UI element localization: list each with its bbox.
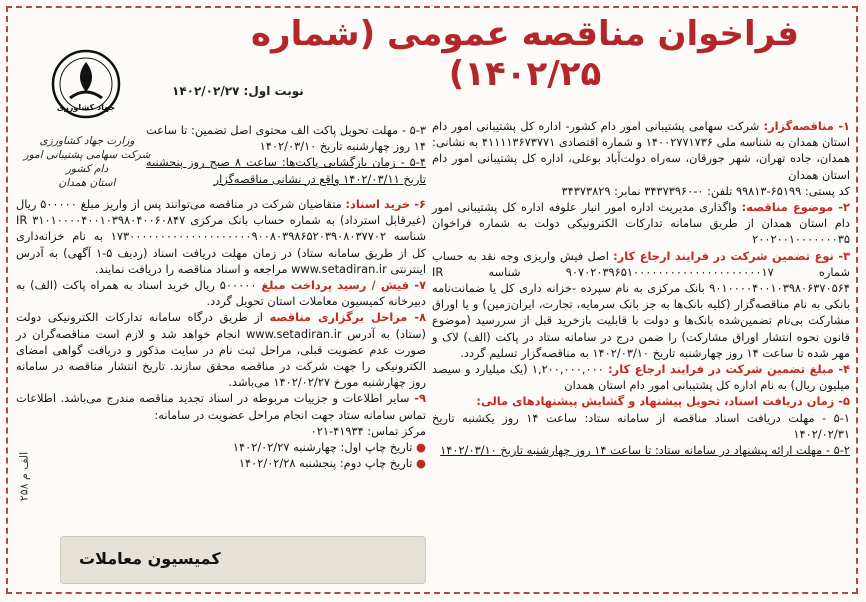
organization-logo-block — [22, 48, 152, 198]
right-column — [432, 118, 850, 458]
item-5-4: ۵-۴ - زمان بازگشایی پاکت‌ها: ساعت ۸ صبح روز پنجشنبه تاریخ ۱۴۰۲/۰۳/۱۱ واقع در نشانی مناقصه‌گزار — [146, 155, 426, 186]
postal-info: کد پستی: ۶۵۱۹۹-۹۹۸۱۳ تلفن: ۰-۳۴۳۷۳۹۶۰ نمابر: ۳۴۳۷۳۸۲۹ — [561, 183, 850, 198]
organization-name: وزارت جهاد کشاورزی شرکت سهامی پشتیبانی امور دام کشور استان همدان — [23, 135, 151, 189]
print-date-1: ● تاریخ چاپ اول: چهارشنبه ۱۴۰۲/۰۲/۲۷ — [232, 440, 426, 455]
item-9: ۹- سایر اطلاعات و جزییات مربوطه در اسناد تجدید مناقصه مندرج می‌باشد. اطلاعات تماس سامانه ستاد جهت انجام مراحل عضویت در سامانه: — [16, 391, 426, 422]
jahad-logo-icon — [50, 48, 122, 120]
left-column — [16, 196, 426, 471]
item-4: ۴- مبلغ تضمین شرکت در فرایند ارجاع کار: ۱,۲۰۰,۰۰۰,۰۰۰ (یک میلیارد و سیصد میلیون ریال) به نام اداره کل پشتیبانی امور دام استان همدان — [432, 362, 851, 393]
svg-text:جهاد کشاورزی: جهاد کشاورزی — [56, 103, 116, 112]
print-date-2: ● تاریخ چاپ دوم: پنجشنبه ۱۴۰۲/۰۲/۲۸ — [238, 456, 426, 471]
item-2: ۲- موضوع مناقصه: واگذاری مدیریت اداره امور انبار علوفه اداره کل پشتیبانی امور دام استان همدان از طریق سامانه تدارکات الکترونیکی دولت به شماره فراخوان ۲۰۰۲۰۰۱۰۰۰۰۰۰۰۳۵ — [432, 200, 850, 247]
left-top-column — [146, 122, 426, 187]
footer-box — [60, 536, 426, 584]
call-center: مرکز تماس: ۴۱۹۳۴-۰۲۱ — [310, 423, 426, 438]
item-7: ۷- فیش / رسید پرداخت مبلغ ۵۰۰۰۰۰ ریال خرید اسناد به همراه پاکت (الف) به دبیرخانه کمیسیون معاملات استان تحویل گردد. — [16, 278, 427, 309]
first-notice-date: نوبت اول: ۱۴۰۲/۰۲/۲۷ — [172, 84, 304, 98]
item-5-2: ۵-۲ - مهلت ارائه پیشنهاد در سامانه ستاد: تا ساعت ۱۴ روز چهارشنبه تاریخ ۱۴۰۲/۰۳/۱۰ — [440, 443, 850, 458]
item-5-3: ۵-۳ - مهلت تحویل پاکت الف محتوی اصل تضمین: تا ساعت ۱۴ روز چهارشنبه تاریخ ۱۴۰۲/۰۳/۱۰ — [146, 123, 426, 154]
ad-code: ۲۵۸ الف م — [17, 451, 31, 502]
item-1: ۱- مناقصه‌گزار: شرکت سهامی پشتیبانی امور دام کشور- اداره کل پشتیبانی امور دام استان همدان به شناسه ملی ۱۴۰۰۲۷۷۱۷۳۶ و شماره اقتصادی ۴۱۱۱۱۳۶۷۳۷۷۱ به نشانی: همدان، جاده تهران، شهر جورقان، سه‌راه دولت‌آباد بوعلی، اداره کل پشتیبانی امور دام استان همدان — [432, 119, 851, 182]
footer-label: کمیسیون معاملات — [79, 549, 221, 568]
item-3: ۳- نوع تضمین شرکت در فرایند ارجاع کار: اصل فیش واریزی وجه نقد به حساب شماره ۹۰۷۰۲۰۳۹۶۵۱۰۰۰۰۰۰۰۰۰۰۰۰۰۰۰۰۰۰۰۰۰۱۷ شناسه IR ۹۰۱۰۰۰۰۴۰۰۱۰۳۹۸۰۶۳۷۰۵۶۴ بانک مرکزی به نام سپرده -خزانه داری کل یا ضمانت‌نامه بانکی به نام مناقصه‌گزار (کلیه بانک‌ها به جز بانک سرمایه، تجارت، ایران‌زمین) و یا اوراق مشارکت بی‌نام تضمین‌شده بانک‌ها و دولت با قابلیت بازخرید قبل از سررسید (موضوع قانون نحوه انتشار اوراق مشارکت) را ضمن درج در سامانه ستاد در پاکت (الف) لاک و مهر شده تا ساعت ۱۴ روز چهارشنبه تاریخ ۱۴۰۲/۰۳/۱۰ به مناقصه‌گزار تسلیم گردد. — [432, 248, 851, 360]
item-5: ۵- زمان دریافت اسناد، تحویل پیشنهاد و گشایش پیشنهادهای مالی: — [476, 394, 850, 409]
page-title: فراخوان مناقصه عمومی (شماره ۱۴۰۲/۲۵) — [250, 14, 800, 94]
item-6: ۶- خرید اسناد: متقاضیان شرکت در مناقصه می‌توانند پس از واریز مبلغ ۵۰۰۰۰۰ ریال (غیرقابل استرداد) به شماره حساب بانک مرکزی IR ۳۱۰۱۰۰۰۰۴۰۰۱۰۳۹۸۰۴۰۰۶۰۸۴۷ شناسه ۱۷۳۰۰۰۰۰۰۰۰۰۰۰۰۰۰۰۰۰۰۰۰۹۰۰۸۰۳۹۸۶۵۲۰۳۹۰۸۰۳۷۷۰۲ به نام خزانه‌داری کل از طریق سامانه ستاد) در زمان مهلت دریافت اسناد (ردیف ۵-۱ آگهی) به آدرس اینترنتی www.setadiran.ir مراجعه و اسناد مناقصه را دریافت نمایند. — [16, 197, 426, 276]
item-5-1: ۵-۱ - مهلت دریافت اسناد مناقصه از سامانه ستاد: ساعت ۱۴ روز یکشنبه تاریخ ۱۴۰۲/۰۲/۳۱ — [432, 410, 850, 441]
item-8: ۸- مراحل برگزاری مناقصه از طریق درگاه سامانه تدارکات الکترونیکی دولت (ستاد) به آدرس www.setadiran.ir انجام خواهد شد و لازم است مناقصه‌گران در صورت عدم عضویت قبلی، مراحل ثبت نام در سایت مذکور و دریافت گواهی امضای الکترونیکی را جهت شرکت در مناقصه محقق سازند. تاریخ انتشار مناقصه در سامانه روز چهارشنبه مورخ ۱۴۰۲/۰۲/۲۷ می‌باشد. — [16, 310, 427, 390]
